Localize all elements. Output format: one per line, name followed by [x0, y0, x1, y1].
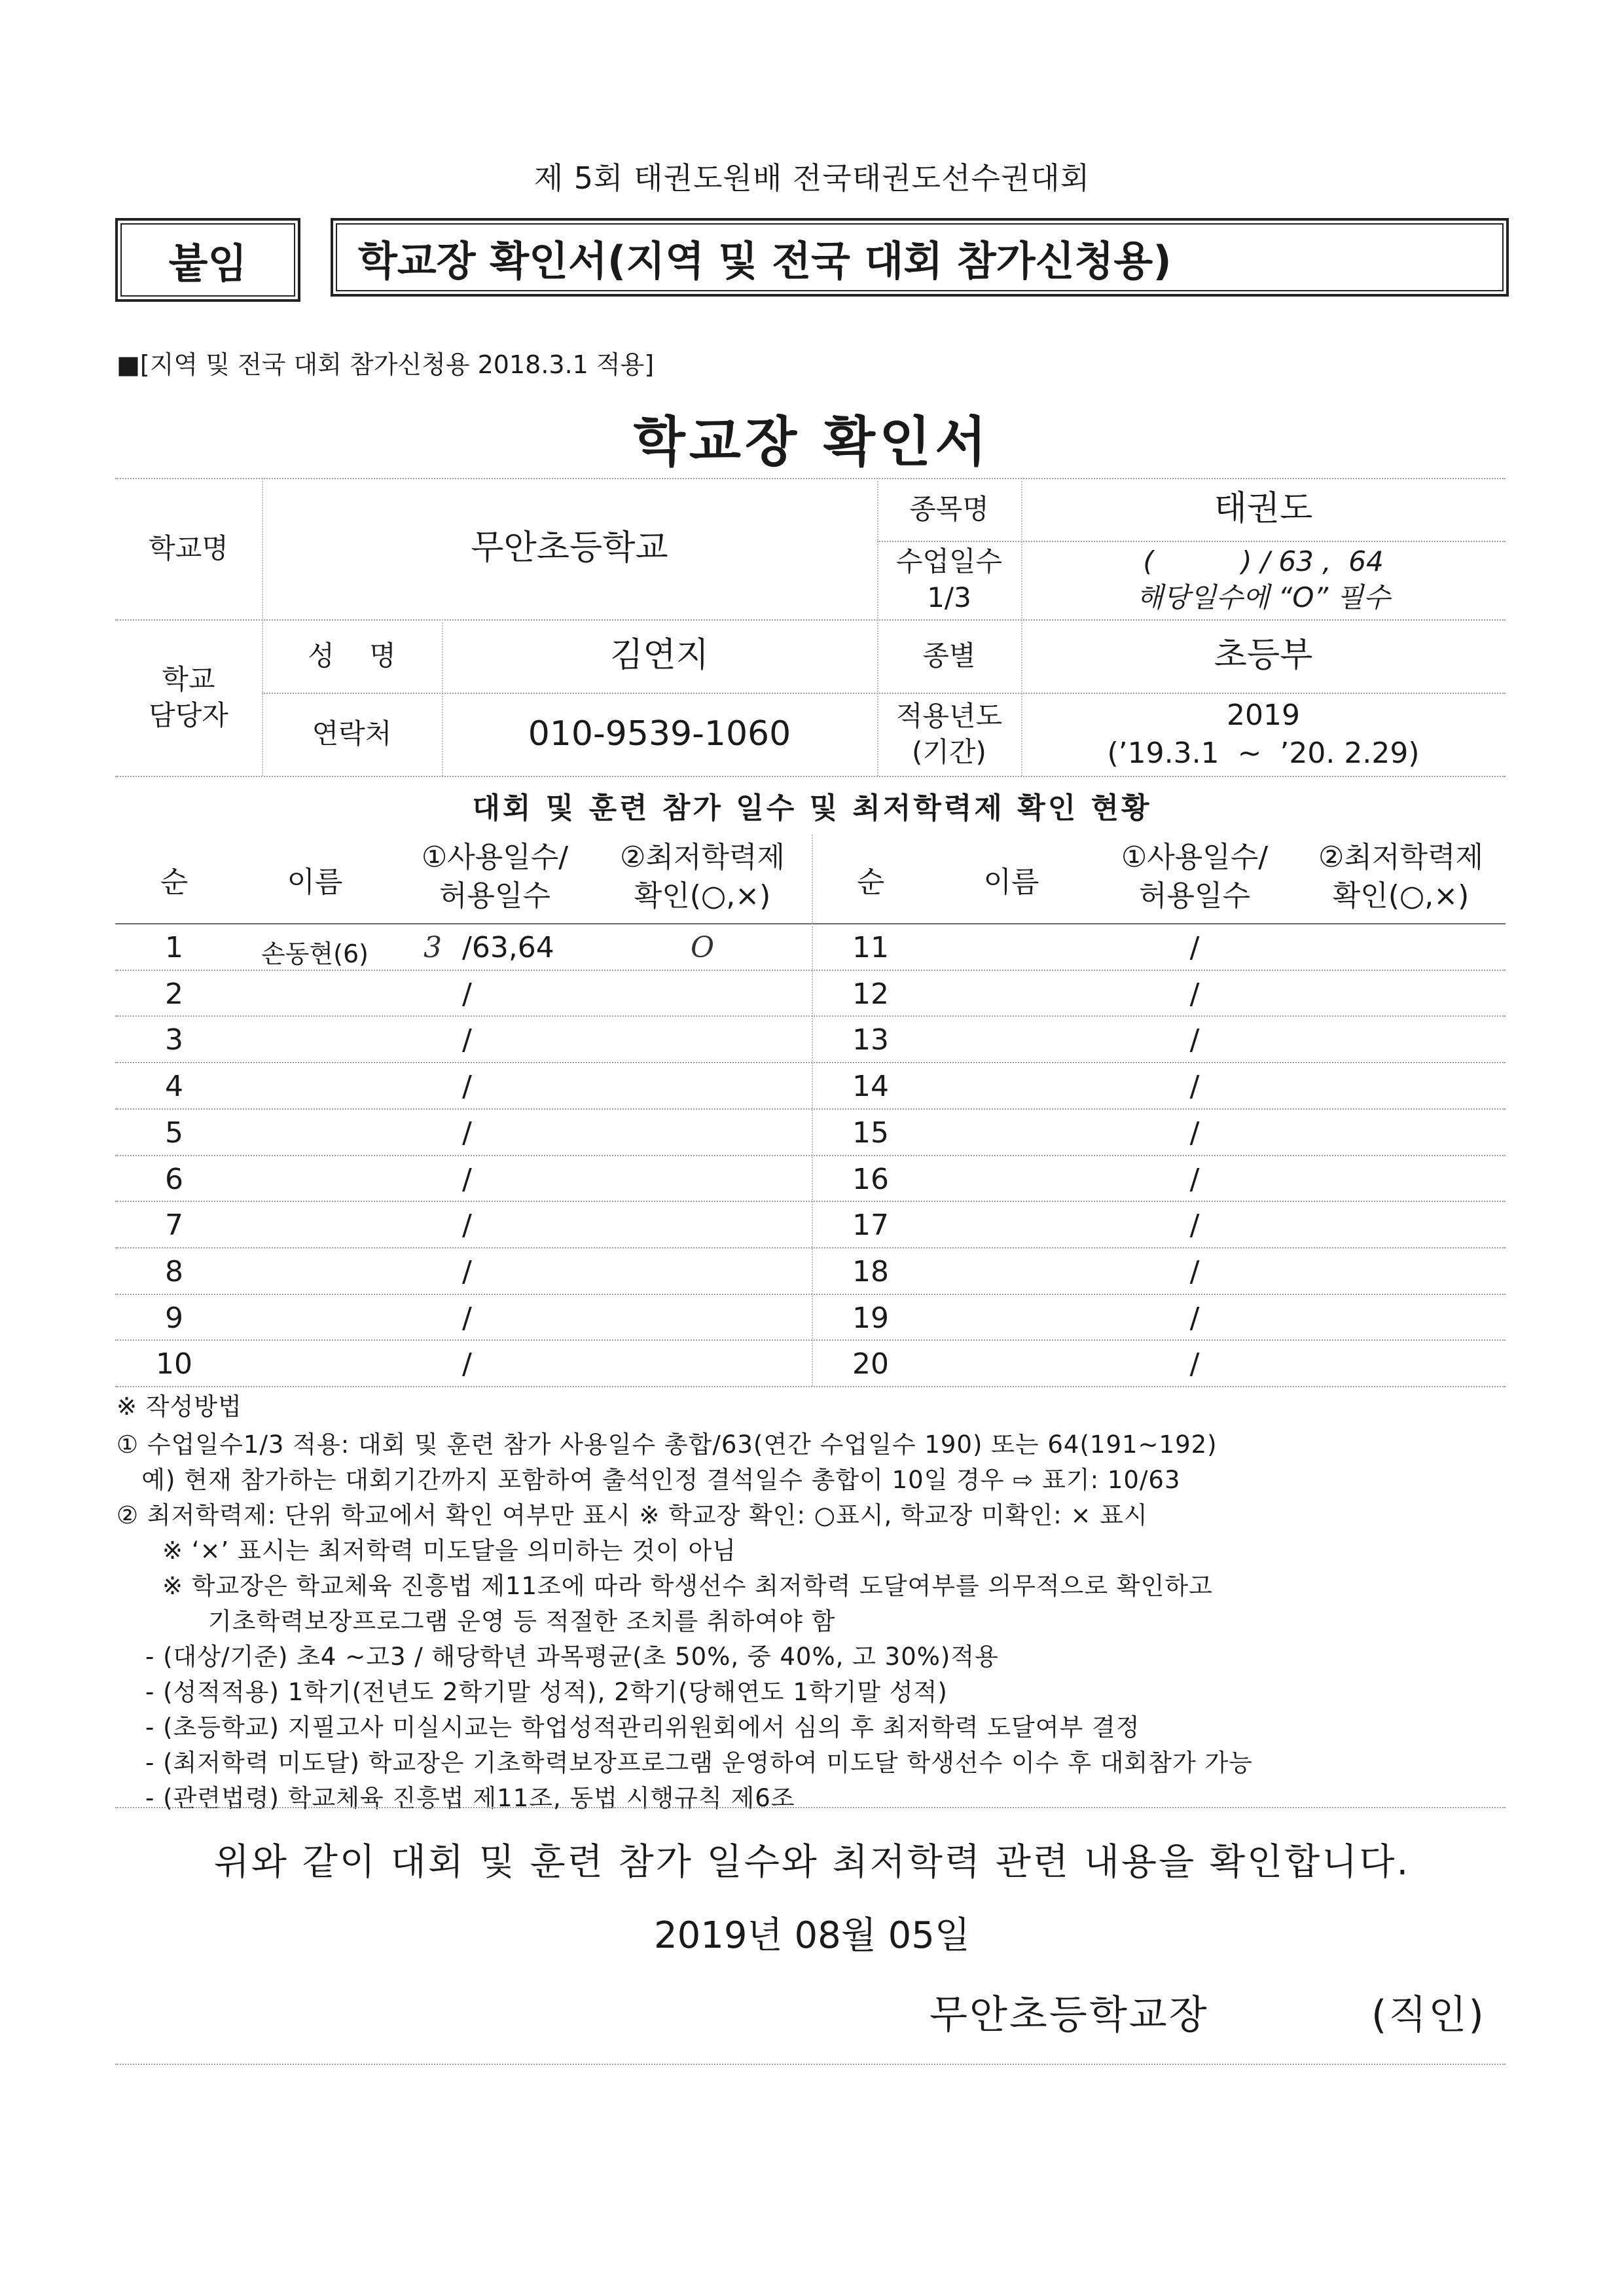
application-note: ■[지역 및 전국 대회 참가신청용 2018.3.1 적용] — [117, 350, 655, 379]
contact-value: 010-9539-1060 — [528, 714, 791, 754]
allowed-days: / — [1189, 1347, 1200, 1381]
header-check-line2: 확인(○,×) — [634, 879, 771, 913]
used-days: 3 — [424, 931, 442, 964]
instruction-line: ※ 학교장은 학교체육 진흥법 제11조에 따라 학생선수 최저학력 도달여부를 의무적으로 확인하고 — [162, 1572, 1213, 1600]
header-check-left — [593, 838, 812, 916]
allowed-days: / — [462, 1347, 472, 1381]
divider — [115, 1807, 1506, 1808]
school-name-label: 학교명 — [149, 532, 228, 564]
event-title: 제 5회 태권도원배 전국태권도선수권대회 — [533, 160, 1091, 196]
instruction-line: - (관련법령) 학교체육 진흥법 제11조, 동법 시행규칙 제6조 — [145, 1784, 795, 1812]
row-number: 5 — [165, 1116, 183, 1150]
allowed-days: / — [462, 1116, 472, 1150]
instruction-line: ※ ‘×’ 표시는 최저학력 미도달을 의미하는 것이 아님 — [162, 1537, 736, 1565]
header-no-right: 순 — [856, 866, 885, 899]
principal-signature: 무안초등학교장 — [929, 1992, 1209, 2038]
row-divider — [115, 1015, 1506, 1017]
instruction-line: 기초학력보장프로그램 운영 등 적절한 조치를 취하여야 함 — [208, 1607, 836, 1635]
class-days-value — [1021, 541, 1506, 619]
instruction-line: - (초등학교) 지필고사 미실시교는 학업성적관리위원회에서 심의 후 최저학력 도달여부 결정 — [145, 1713, 1140, 1741]
year-label-line2: (기간) — [912, 735, 986, 768]
header-name-right: 이름 — [983, 866, 1039, 899]
instructions-heading: ※ 작성방법 — [117, 1393, 242, 1421]
row-number: 1 — [165, 931, 183, 964]
header-days-line1: ①사용일수/ — [421, 841, 569, 874]
allowed-days: / — [1189, 1255, 1200, 1288]
year-label — [877, 693, 1021, 776]
header-divider — [115, 923, 1506, 924]
row-divider — [115, 1247, 1506, 1248]
allowed-days: / — [462, 1255, 472, 1288]
row-number: 8 — [165, 1255, 183, 1288]
allowed-days: / — [462, 1163, 472, 1196]
row-divider — [115, 970, 1506, 971]
row-number: 12 — [852, 977, 889, 1011]
manager-label-line2: 담당자 — [149, 699, 228, 731]
header-days-right — [1093, 838, 1296, 916]
row-number: 15 — [852, 1116, 889, 1150]
row-number: 2 — [165, 977, 183, 1011]
row-number: 16 — [852, 1163, 889, 1196]
header-check-line1: ②최저학력제 — [620, 841, 785, 874]
header-check-line1: ②최저학력제 — [1318, 841, 1483, 874]
instruction-line: - (대상/기준) 초4 ~고3 / 해당학년 과목평균(초 50%, 중 40%, 고 30%)적용 — [145, 1643, 999, 1671]
row-divider — [115, 1062, 1506, 1063]
contact-label: 연락처 — [312, 718, 392, 750]
header-name-left: 이름 — [287, 866, 343, 899]
class-days-value-line1: ( ) / 63 , 64 — [1143, 545, 1384, 578]
allowed-days: / — [462, 1070, 472, 1103]
instruction-line: ① 수업일수1/3 적용: 대회 및 훈련 참가 사용일수 총합/63(연간 수업일수 190) 또는 64(191~192) — [117, 1430, 1218, 1459]
year-value-line1: 2019 — [1227, 699, 1300, 733]
year-value-line2: (’19.3.1 ~ ’20. 2.29) — [1107, 736, 1420, 770]
row-number: 14 — [852, 1070, 889, 1103]
instruction-line: ② 최저학력제: 단위 학교에서 확인 여부만 표시 ※ 학교장 확인: ○표시, 학교장 미확인: × 표시 — [117, 1501, 1148, 1529]
allowed-days: / — [1189, 931, 1200, 964]
divider — [115, 776, 1506, 777]
row-divider — [115, 1294, 1506, 1295]
row-number: 7 — [165, 1209, 183, 1242]
sport-value: 태권도 — [1214, 489, 1313, 529]
manager-label-line1: 학교 — [162, 663, 215, 695]
name-value: 김연지 — [610, 636, 709, 676]
row-divider — [115, 1386, 1506, 1387]
allowed-days: / — [1189, 977, 1200, 1011]
class-days-label — [877, 541, 1021, 619]
instruction-line: - (최저학력 미도달) 학교장은 기초학력보장프로그램 운영하여 미도달 학생선수 이수 후 대회참가 가능 — [145, 1749, 1254, 1777]
class-days-label-line1: 수업일수 — [895, 545, 1003, 578]
row-number: 19 — [852, 1302, 889, 1335]
minimum-grade-check: O — [690, 931, 715, 964]
allowed-days: / — [1189, 1070, 1200, 1103]
header-days-left — [397, 838, 593, 916]
main-title: 학교장 확인서 — [633, 411, 991, 473]
document-title: 학교장 확인서(지역 및 전국 대회 참가신청용) — [331, 218, 1509, 297]
header-days-line2: 허용일수 — [439, 879, 550, 913]
year-value — [1021, 693, 1506, 776]
manager-label — [115, 619, 262, 776]
allowed-days: / — [1189, 1209, 1200, 1242]
confirmation-date: 2019년 08월 05일 — [654, 1914, 970, 1957]
row-number: 3 — [165, 1023, 183, 1057]
allowed-days: / — [1189, 1116, 1200, 1150]
year-label-line1: 적용년도 — [895, 699, 1003, 732]
row-number: 18 — [852, 1255, 889, 1288]
row-number: 10 — [156, 1347, 192, 1381]
divider — [115, 2064, 1506, 2065]
row-divider — [115, 1155, 1506, 1156]
instruction-line: - (성적적용) 1학기(전년도 2학기말 성적), 2학기(당해연도 1학기말 성적) — [145, 1678, 948, 1706]
allowed-days: /63,64 — [462, 931, 554, 964]
row-divider — [115, 1339, 1506, 1341]
allowed-days: / — [462, 1209, 472, 1242]
category-value: 초등부 — [1214, 636, 1313, 676]
allowed-days: / — [1189, 1163, 1200, 1196]
class-days-value-line2: 해당일수에 “O” 필수 — [1136, 581, 1390, 613]
status-title: 대회 및 훈련 참가 일수 및 최저학력제 확인 현황 — [472, 792, 1152, 825]
instruction-line: 예) 현재 참가하는 대회기간까지 포함하여 출석인정 결석일수 총합이 10일 경우 ⇨ 표기: 10/63 — [117, 1466, 1181, 1494]
row-divider — [115, 1108, 1506, 1110]
allowed-days: / — [1189, 1302, 1200, 1335]
allowed-days: / — [462, 1023, 472, 1057]
attachment-label: 붙임 — [115, 218, 300, 302]
row-number: 6 — [165, 1163, 183, 1196]
allowed-days: / — [462, 1302, 472, 1335]
row-number: 20 — [852, 1347, 889, 1381]
header-check-right — [1296, 838, 1506, 916]
row-divider — [115, 1201, 1506, 1202]
row-number: 17 — [852, 1209, 889, 1242]
school-name-value: 무안초등학교 — [471, 528, 668, 568]
row-number: 4 — [165, 1070, 183, 1103]
allowed-days: / — [1189, 1023, 1200, 1057]
row-number: 9 — [165, 1302, 183, 1335]
header-no-left: 순 — [160, 866, 189, 899]
sport-label: 종목명 — [909, 492, 989, 525]
header-check-line2: 확인(○,×) — [1332, 879, 1470, 913]
athlete-name: 손동현(6) — [261, 939, 369, 968]
header-days-line2: 허용일수 — [1138, 879, 1250, 913]
row-number: 11 — [852, 931, 889, 964]
row-number: 13 — [852, 1023, 889, 1057]
class-days-label-line2: 1/3 — [927, 581, 971, 613]
confirmation-text: 위와 같이 대회 및 훈련 참가 일수와 최저학력 관련 내용을 확인합니다. — [213, 1841, 1411, 1884]
category-label: 종별 — [922, 639, 976, 672]
name-label: 성 명 — [308, 639, 396, 672]
official-seal: (직인) — [1371, 1992, 1486, 2038]
header-days-line1: ①사용일수/ — [1121, 841, 1269, 874]
allowed-days: / — [462, 977, 472, 1011]
